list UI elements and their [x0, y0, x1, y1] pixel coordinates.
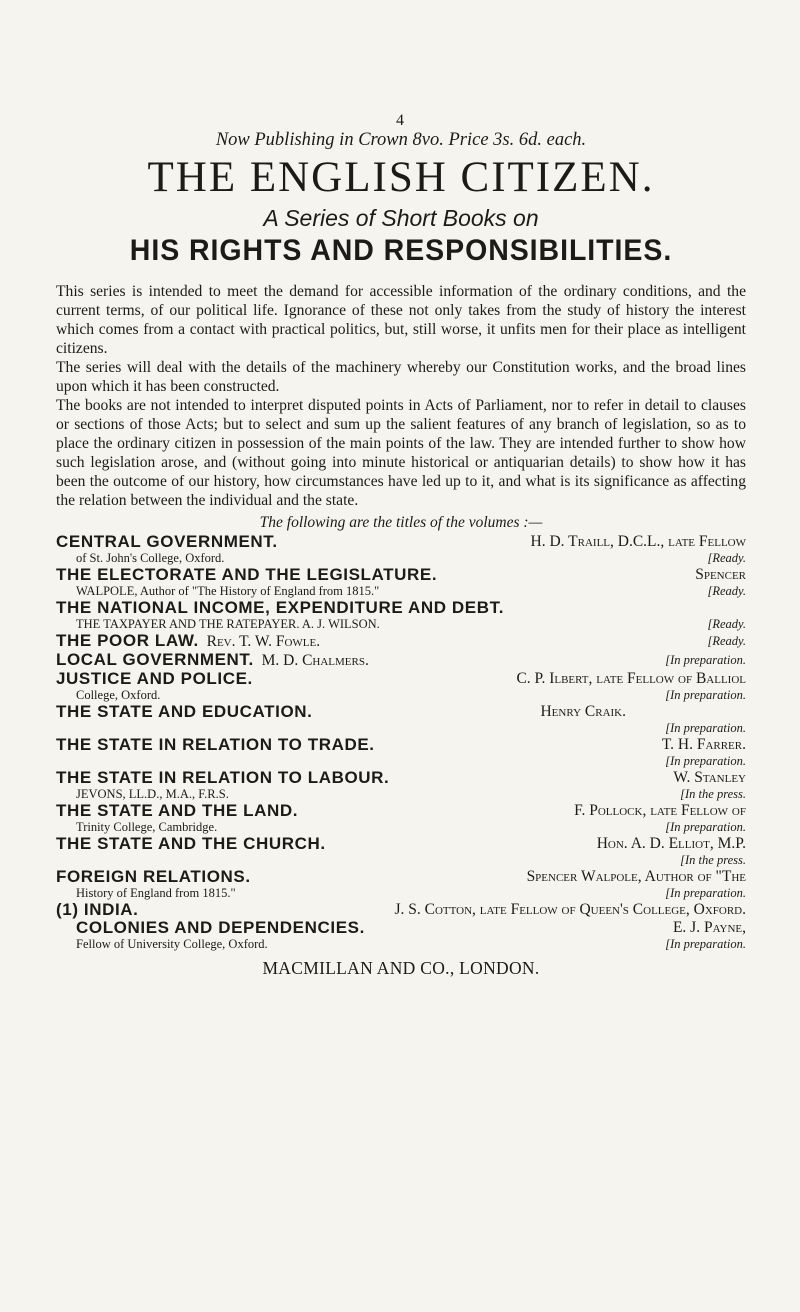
- volume-entry: [56, 901, 746, 919]
- volume-title: JUSTICE AND POLICE.: [56, 669, 253, 688]
- volume-title: THE STATE AND EDUCATION.: [56, 702, 313, 721]
- volume-entry: [56, 632, 746, 651]
- volume-entry: [56, 769, 746, 802]
- volume-status: [In preparation.: [665, 937, 746, 951]
- page-number: 4: [396, 112, 404, 129]
- volume-title: FOREIGN RELATIONS.: [56, 867, 251, 886]
- volume-title: CENTRAL GOVERNMENT.: [56, 532, 278, 551]
- volume-title: THE ELECTORATE AND THE LEGISLATURE.: [56, 565, 438, 584]
- volume-author: Spencer Walpole, Author of "The: [526, 868, 746, 885]
- volume-title: COLONIES AND DEPENDENCIES.: [76, 918, 365, 937]
- volume-entry: [56, 670, 746, 703]
- volume-author: Henry Craik.: [540, 703, 626, 720]
- page-body: [56, 96, 746, 979]
- volume-entry: [56, 599, 746, 632]
- volume-author: F. Pollock, late Fellow of: [574, 802, 746, 819]
- volume-author: T. H. Farrer.: [661, 736, 746, 753]
- volume-title: THE STATE IN RELATION TO TRADE.: [56, 735, 375, 754]
- rights-line: HIS RIGHTS AND RESPONSIBILITIES.: [129, 234, 673, 267]
- volume-entry: [56, 919, 746, 952]
- volume-entry: [56, 868, 746, 901]
- volume-status: [In the press.: [680, 787, 746, 801]
- volume-entry: [56, 835, 746, 868]
- volume-entry: [56, 566, 746, 599]
- volume-cont: History of England from 1815.": [76, 886, 236, 900]
- volume-author: H. D. Traill, D.C.L., late Fellow: [530, 533, 746, 550]
- volume-title: (1) INDIA.: [56, 900, 139, 919]
- volume-cont: of St. John's College, Oxford.: [76, 551, 225, 565]
- volume-author: Hon. A. D. Elliot, M.P.: [596, 835, 746, 852]
- header: [56, 130, 746, 268]
- volume-title: THE POOR LAW.: [56, 631, 199, 650]
- series-line: A Series of Short Books on: [263, 205, 539, 231]
- volume-entry: [56, 736, 746, 769]
- intro-paragraph-2: The series will deal with the details of the machinery whereby our Constitution works, and the broad lines upon which it has been constructed.: [56, 359, 746, 395]
- volume-status: [In the press.: [680, 853, 746, 867]
- volume-cont: THE TAXPAYER AND THE RATEPAYER. A. J. WILSON.: [76, 617, 380, 631]
- volume-status: [Ready.: [707, 551, 746, 565]
- now-publishing-line: Now Publishing in Crown 8vo. Price 3s. 6d. each.: [215, 130, 587, 150]
- volume-author: E. J. Payne,: [672, 919, 746, 936]
- volume-author: W. Stanley: [673, 769, 746, 786]
- volume-status: [Ready.: [707, 634, 746, 648]
- volume-cont: College, Oxford.: [76, 688, 161, 702]
- volume-status: [In preparation.: [665, 688, 746, 702]
- following-heading: The following are the titles of the volumes :—: [259, 514, 543, 531]
- volume-title: THE STATE AND THE CHURCH.: [56, 834, 326, 853]
- volume-entry: [56, 703, 746, 736]
- volume-list: [56, 533, 746, 952]
- volume-title: LOCAL GOVERNMENT.: [56, 650, 254, 669]
- volume-status: [Ready.: [707, 584, 746, 598]
- volume-status: [In preparation.: [665, 721, 746, 735]
- volume-entry: [56, 802, 746, 835]
- volume-title: THE STATE AND THE LAND.: [56, 801, 299, 820]
- volume-title: THE NATIONAL INCOME, EXPENDITURE AND DEBT.: [56, 598, 505, 617]
- volume-entry: [56, 651, 746, 670]
- volume-status: [Ready.: [707, 617, 746, 631]
- volume-author: J. S. Cotton, late Fellow of Queen's College, Oxford.: [394, 901, 746, 918]
- publisher-footer: MACMILLAN AND CO., LONDON.: [262, 958, 540, 978]
- volume-cont: WALPOLE, Author of "The History of England from 1815.": [76, 584, 380, 598]
- intro-paragraph-1: This series is intended to meet the demand for accessible information of the ordinary conditions, and the current terms, of our political life. Ignorance of these not only takes from the study of history the interest which comes from a contact with practical politics, but, still worse, it unfits men for their place as intelligent citizens.: [56, 283, 746, 357]
- intro-paragraph-3: The books are not intended to interpret disputed points in Acts of Parliament, nor to refer in detail to clauses or sections of those Acts; but to select and sum up the salient features of any branch of legislation, so as to place the ordinary citizen in possession of the main points of the law. They are intended further to show how such legislation arose, and (without going into minute historical or antiquarian details) to show how it has been the outcome of our history, how circumstances have led up to it, and what is its significance as affecting the relation between the individual and the state.: [56, 397, 746, 509]
- volume-entry: [56, 533, 746, 566]
- volume-title: THE STATE IN RELATION TO LABOUR.: [56, 768, 390, 787]
- volume-cont: Fellow of University College, Oxford.: [76, 937, 268, 951]
- volume-status: [In preparation.: [665, 886, 746, 900]
- volume-cont: Trinity College, Cambridge.: [76, 820, 218, 834]
- volume-author: C. P. Ilbert, late Fellow of Balliol: [516, 670, 746, 687]
- page-title: THE ENGLISH CITIZEN.: [147, 154, 655, 201]
- intro-text: [56, 282, 746, 510]
- volume-author: M. D. Chalmers.: [261, 652, 369, 669]
- volume-cont: JEVONS, LL.D., M.A., F.R.S.: [76, 787, 229, 801]
- volume-status: [In preparation.: [665, 754, 746, 768]
- volume-author: Rev. T. W. Fowle.: [206, 633, 321, 650]
- volume-status: [In preparation.: [665, 653, 746, 667]
- volume-status: [In preparation.: [665, 820, 746, 834]
- volume-author: Spencer: [695, 566, 746, 583]
